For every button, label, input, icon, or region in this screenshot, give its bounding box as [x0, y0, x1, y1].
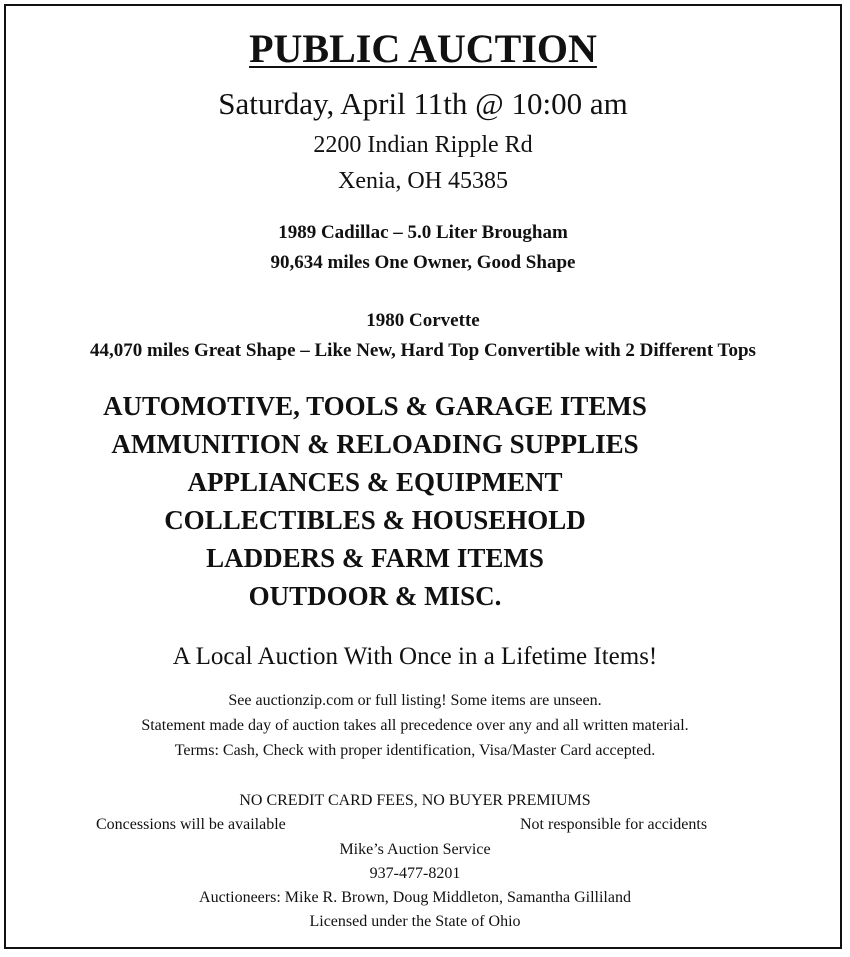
note-fees: NO CREDIT CARD FEES, NO BUYER PREMIUMS [239, 792, 591, 809]
vehicle-1-name: 1989 Cadillac – 5.0 Liter Brougham [278, 222, 568, 243]
note-terms: Terms: Cash, Check with proper identification, Visa/Master Card accepted. [174, 742, 656, 759]
tagline: A Local Auction With Once in a Lifetime Items! [172, 643, 658, 670]
auction-service: Mike’s Auction Service [339, 841, 491, 858]
note-listing: See auctionzip.com or full listing! Some items are unseen. [228, 692, 602, 709]
auctioneer-names: Auctioneers: Mike R. Brown, Doug Middleton, Samantha Gilliland [199, 889, 631, 906]
note-responsibility: Not responsible for accidents [520, 816, 708, 833]
note-concessions: Concessions will be available [96, 816, 286, 833]
address-city: Xenia, OH 45385 [338, 168, 508, 194]
category-item: APPLIANCES & EQUIPMENT [187, 467, 563, 497]
address-street: 2200 Indian Ripple Rd [313, 132, 533, 158]
phone-number: 937-477-8201 [369, 865, 461, 882]
license-note: Licensed under the State of Ohio [309, 913, 521, 930]
vehicle-2-details: 44,070 miles Great Shape – Like New, Hard Top Convertible with 2 Different Tops [90, 340, 756, 361]
auction-flyer [4, 4, 842, 949]
page-title [6, 26, 840, 72]
category-item: COLLECTIBLES & HOUSEHOLD [164, 505, 586, 535]
category-item: LADDERS & FARM ITEMS [206, 543, 544, 573]
category-item: AMMUNITION & RELOADING SUPPLIES [111, 429, 639, 459]
auction-date: Saturday, April 11th @ 10:00 am [218, 86, 628, 121]
category-item: OUTDOOR & MISC. [248, 581, 502, 611]
note-statement: Statement made day of auction takes all precedence over any and all written material. [141, 717, 689, 734]
category-item: AUTOMOTIVE, TOOLS & GARAGE ITEMS [103, 391, 647, 421]
title-text: PUBLIC AUCTION [249, 26, 597, 71]
vehicle-2-name: 1980 Corvette [366, 310, 480, 331]
vehicle-1-details: 90,634 miles One Owner, Good Shape [270, 252, 576, 273]
